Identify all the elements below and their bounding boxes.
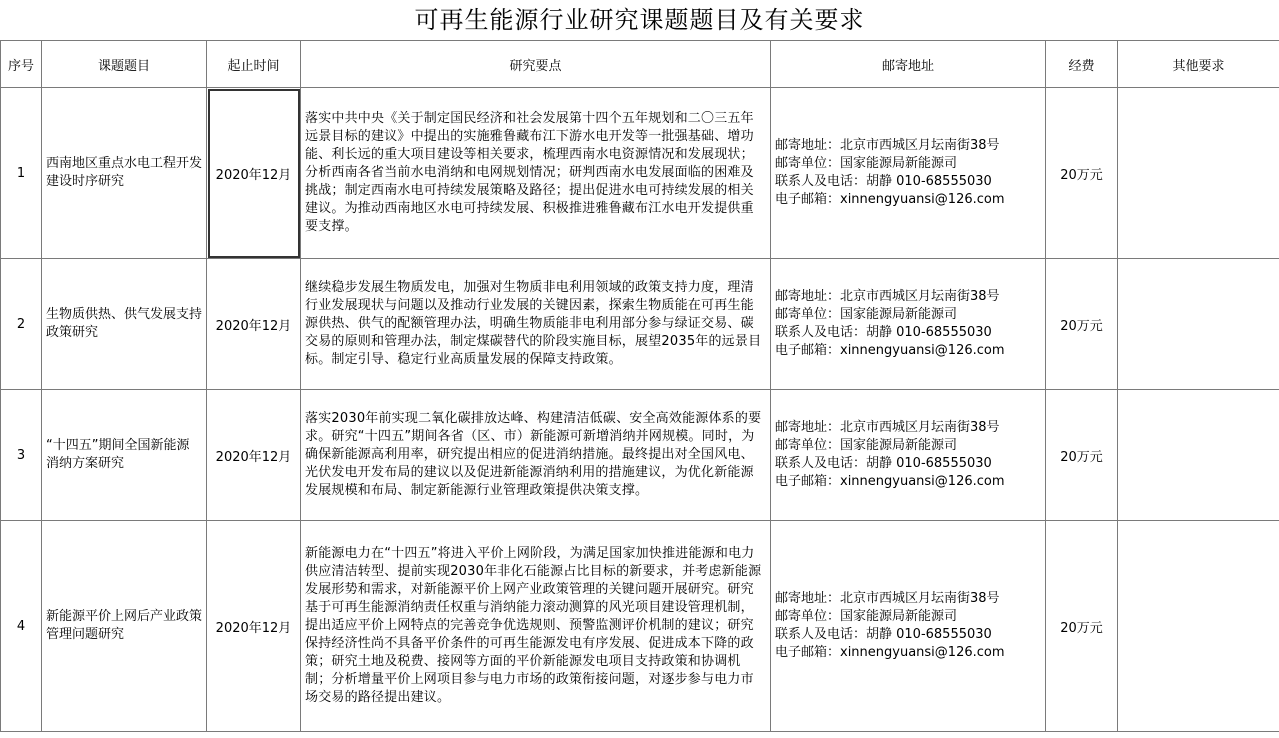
address-line: 邮寄地址：北京市西城区月坛南街38号 (775, 138, 1000, 153)
cell-points[interactable]: 继续稳步发展生物质发电，加强对生物质非电利用领域的政策支持力度，理清行业发展现状与问题以及推动行业发展的关键因素，探索生物质能在可再生能源供热、供气的配额管理办法，明确生物质能非电利用部分参与绿证交易、碳交易的原则和管理办法，制定煤碳替代的阶段实施目标，展望2035年的远景目标。制定引导、稳定行业高质量发展的保障支持政策。 (301, 259, 771, 390)
email-line: 电子邮箱：xinnengyuansi@126.com (775, 192, 1005, 207)
header-other[interactable]: 其他要求 (1118, 41, 1279, 88)
cell-topic[interactable]: 生物质供热、供气发展支持政策研究 (42, 259, 207, 390)
cell-period[interactable]: 2020年12月 (207, 521, 301, 732)
header-no[interactable]: 序号 (1, 41, 42, 88)
cell-no[interactable]: 1 (1, 88, 42, 259)
contact-line: 联系人及电话：胡静 010-68555030 (775, 174, 992, 189)
header-fund[interactable]: 经费 (1046, 41, 1118, 88)
email-line: 电子邮箱：xinnengyuansi@126.com (775, 645, 1005, 660)
address-line: 邮寄地址：北京市西城区月坛南街38号 (775, 591, 1000, 606)
cell-no[interactable]: 2 (1, 259, 42, 390)
cell-address[interactable] (771, 259, 1046, 390)
header-period[interactable]: 起止时间 (207, 41, 301, 88)
cell-points[interactable]: 落实2030年前实现二氧化碳排放达峰、构建清洁低碳、安全高效能源体系的要求。研究“十四五”期间各省（区、市）新能源可新增消纳并网规模。同时，为确保新能源高利用率，研究提出相应的促进消纳措施。最终提出对全国风电、光伏发电开发布局的建议以及促进新能源消纳利用的措施建议，为优化新能源发展规模和布局、制定新能源行业管理政策提供决策支撑。 (301, 390, 771, 521)
cell-points[interactable]: 新能源电力在“十四五”将进入平价上网阶段，为满足国家加快推进能源和电力供应清洁转型、提前实现2030年非化石能源占比目标的新要求，并考虑新能源发展形势和需求，对新能源平价上网产业政策管理的关键问题开展研究。研究基于可再生能源消纳责任权重与消纳能力滚动测算的风光项目建设管理机制，提出适应平价上网特点的完善竞争优选规则、预警监测评价机制的建议；研究保持经济性尚不具备平价条件的可再生能源发电有序发展、促进成本下降的政策；研究土地及税费、接网等方面的平价新能源发电项目支持政策和协调机制；分析增量平价上网项目参与电力市场的政策衔接问题，对逐步参与电力市场交易的路径提出建议。 (301, 521, 771, 732)
address-line: 邮寄地址：北京市西城区月坛南街38号 (775, 289, 1000, 304)
cell-topic[interactable]: “十四五”期间全国新能源消纳方案研究 (42, 390, 207, 521)
page-title: 可再生能源行业研究课题题目及有关要求 (414, 6, 865, 34)
cell-address[interactable] (771, 521, 1046, 732)
unit-line: 邮寄单位：国家能源局新能源司 (775, 156, 958, 171)
cell-topic[interactable]: 新能源平价上网后产业政策管理问题研究 (42, 521, 207, 732)
cell-other[interactable] (1118, 88, 1279, 259)
cell-other[interactable] (1118, 390, 1279, 521)
cell-address[interactable] (771, 88, 1046, 259)
cell-no[interactable]: 3 (1, 390, 42, 521)
email-line: 电子邮箱：xinnengyuansi@126.com (775, 474, 1005, 489)
address-line: 邮寄地址：北京市西城区月坛南街38号 (775, 420, 1000, 435)
cell-fund[interactable]: 20万元 (1046, 259, 1118, 390)
cell-no[interactable]: 4 (1, 521, 42, 732)
cell-points[interactable]: 落实中共中央《关于制定国民经济和社会发展第十四个五年规划和二〇三五年远景目标的建议》中提出的实施雅鲁藏布江下游水电开发等一批强基础、增功能、利长远的重大项目建设等相关要求，梳理西南水电资源情况和发展现状；分析西南各省当前水电消纳和电网规划情况；研判西南水电发展面临的困难及挑战；制定西南水电可持续发展策略及路径；提出促进水电可持续发展的相关建议。为推动西南地区水电可持续发展、积极推进雅鲁藏布江水电开发提供重要支撑。 (301, 88, 771, 259)
table-row (1, 88, 1279, 259)
header-points[interactable]: 研究要点 (301, 41, 771, 88)
cell-period[interactable]: 2020年12月 (207, 390, 301, 521)
unit-line: 邮寄单位：国家能源局新能源司 (775, 438, 958, 453)
topics-table (0, 40, 1279, 732)
contact-line: 联系人及电话：胡静 010-68555030 (775, 456, 992, 471)
unit-line: 邮寄单位：国家能源局新能源司 (775, 609, 958, 624)
table-header-row (1, 41, 1279, 88)
table-row (1, 259, 1279, 390)
email-line: 电子邮箱：xinnengyuansi@126.com (775, 343, 1005, 358)
table-row (1, 390, 1279, 521)
cell-address[interactable] (771, 390, 1046, 521)
cell-period[interactable]: 2020年12月 (207, 259, 301, 390)
contact-line: 联系人及电话：胡静 010-68555030 (775, 325, 992, 340)
cell-other[interactable] (1118, 521, 1279, 732)
cell-fund[interactable]: 20万元 (1046, 521, 1118, 732)
cell-other[interactable] (1118, 259, 1279, 390)
cell-period-selected[interactable]: 2020年12月 (207, 88, 301, 259)
cell-fund[interactable]: 20万元 (1046, 390, 1118, 521)
header-address[interactable]: 邮寄地址 (771, 41, 1046, 88)
unit-line: 邮寄单位：国家能源局新能源司 (775, 307, 958, 322)
header-topic[interactable]: 课题题目 (42, 41, 207, 88)
contact-line: 联系人及电话：胡静 010-68555030 (775, 627, 992, 642)
cell-fund[interactable]: 20万元 (1046, 88, 1118, 259)
table-row (1, 521, 1279, 732)
cell-topic[interactable]: 西南地区重点水电工程开发建设时序研究 (42, 88, 207, 259)
